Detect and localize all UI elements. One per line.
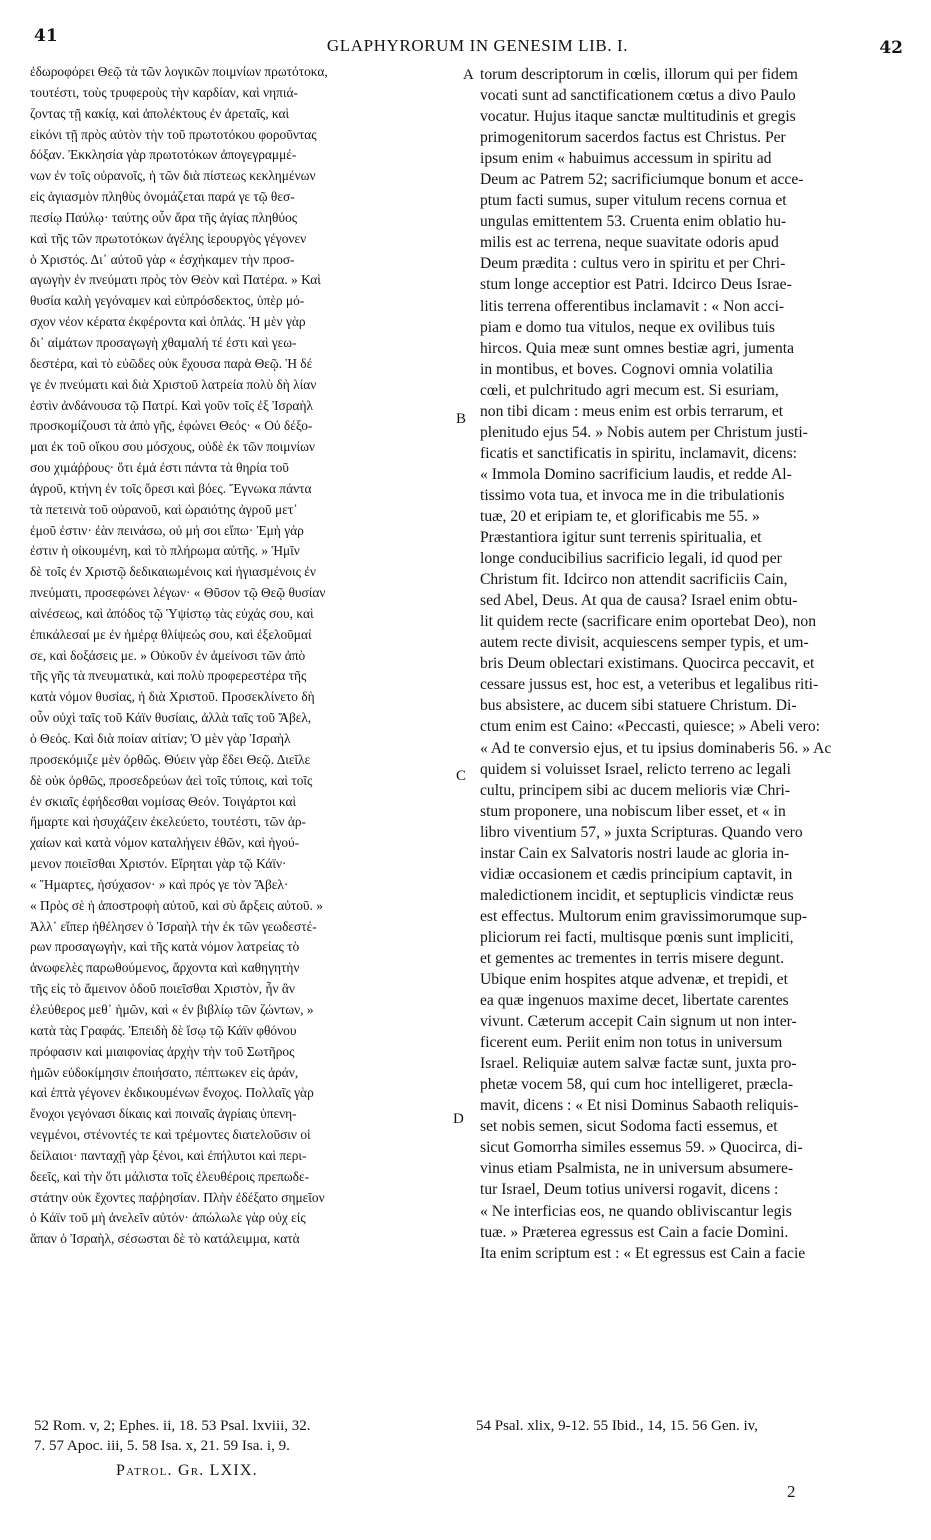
greek-text-line: ὁ Χριστός. Δι᾽ αὐτοῦ γὰρ « ἐσχήκαμεν τὴν προσ-	[30, 251, 295, 267]
latin-text-line: et gementes ac trementes in terris misere degunt.	[480, 949, 784, 967]
greek-text-line: αἰνέσεως, καὶ ἀπόδος τῷ Ὑψίστῳ τὰς εὐχάς σου, καὶ	[30, 605, 314, 621]
greek-text-line: ἡμῶν εὐδοκίμησιν ἐποιήσατο, πέπτωκεν εἰς ἀράν,	[30, 1064, 299, 1080]
latin-text-line: Præstantiora igitur sunt terrenis spiritualia, et	[480, 529, 762, 547]
latin-text-column	[480, 64, 898, 1264]
latin-text-line: pliciorum rei facti, multisque pœnis sunt impliciti,	[480, 928, 794, 946]
greek-text-line: οὖν οὐχὶ ταῖς τοῦ Κάϊν θυσίαις, ἀλλὰ ταῖς τοῦ Ἄβελ,	[30, 710, 312, 726]
greek-text-line: ἥμαρτε καὶ ἡσυχάζειν ἐκελεύετο, τουτέστι, τῶν ἀρ-	[30, 814, 307, 830]
greek-text-line: ἐπικάλεσαί με ἐν ἡμέρᾳ θλίψεώς σου, καὶ ἐξελοῦμαί	[30, 626, 312, 642]
greek-text-line: ἀνωφελὲς παρωθούμενος, ἄρχοντα καὶ καθηγητὴν	[30, 960, 300, 976]
latin-text-line: ficatis et sanctificatis in spiritu, inclamavit, dicens:	[480, 444, 797, 462]
latin-text-line: Ita enim scriptum est : « Et egressus est Cain a facie	[480, 1244, 806, 1262]
greek-text-line: « Ἥμαρτες, ἡσύχασον· » καὶ πρός γε τὸν Ἄβελ·	[30, 876, 289, 892]
latin-text-line: cœli, et pulchritudo agri mecum est. Si esuriam,	[480, 381, 779, 399]
latin-text-line: instar Cain ex Salvatoris nostri laude ac gloria in-	[480, 844, 790, 862]
latin-text-line: ctum enim est Caino: «Peccasti, quiesce; » Abeli vero:	[480, 718, 820, 736]
greek-text-line: τῆς εἰς τὸ ἄμεινον ὁδοῦ ποιεῖσθαι Χριστὸν, ἦν ἂν	[30, 981, 295, 997]
latin-text-line: set nobis semen, sicut Sodoma facti essemus, et	[480, 1118, 778, 1136]
greek-text-line: ἐστὶν ἀνδάνουσα τῷ Πατρί. Καὶ γοῦν τοῖς ἐξ Ἰσραὴλ	[30, 397, 313, 413]
greek-text-line: καὶ ἑπτὰ γέγονεν ἐκδικουμένων ἔνοχος. Πολλαῖς γὰρ	[30, 1085, 314, 1101]
greek-text-line: μενον ποιεῖσθαι Χριστόν. Εἴρηται γὰρ τῷ Κάϊν·	[30, 856, 287, 872]
greek-text-line: εἰς ἁγιασμὸν πληθὺς ὀνομάζεται παρά γε τῷ θεσ-	[30, 189, 295, 205]
latin-text-line: in montibus, et boves. Cognovi omnia volatilia	[480, 360, 773, 378]
latin-text-line: milis est ac terrena, neque suavitate odoris apud	[480, 234, 779, 252]
latin-text-line: plenitudo ejus 54. » Nobis autem per Christum justi-	[480, 423, 808, 441]
margin-letter: C	[456, 768, 467, 784]
latin-text-line: litis terrena offerentibus inclamavit : « Non acci-	[480, 297, 785, 315]
greek-text-line: ἀγροῦ, κτήνη ἐν τοῖς ὄρεσι καὶ βόες. Ἔγνωκα πάντα	[30, 480, 312, 496]
greek-text-line: προσεκόμιζε μὲν ὀρθῶς. Θύειν γὰρ ἔδει Θεῷ. Διεῖλε	[30, 751, 311, 767]
latin-text-line: vocatur. Hujus itaque sanctæ multitudinis et gregis	[480, 108, 796, 126]
greek-text-line: σχον νέον κέρατα ἐκφέροντα καὶ ὁπλάς. Ἡ μὲν γὰρ	[30, 314, 306, 330]
latin-text-line: Christum fit. Idcirco non attendit sacrificiis Cain,	[480, 571, 788, 589]
greek-text-line: ἔνοχοι γεγόνασι δίκαις καὶ ποιναῖς ἀγρίαις ὑπενη-	[30, 1106, 297, 1122]
page-number-right: 42	[879, 38, 903, 58]
greek-text-line: πνεύματι, προσεφώνει λέγων· « Θῦσον τῷ Θεῷ θυσίαν	[30, 585, 326, 601]
volume-signature: Patrol. Gr. LXIX.	[116, 1462, 258, 1479]
footnote-line: 54 Psal. xlix, 9-12. 55 Ibid., 14, 15. 56 Gen. iv,	[476, 1418, 758, 1434]
latin-text-line: bus absistere, ac ducem sibi statuere Christum. Di-	[480, 697, 797, 715]
latin-text-line: ungulas emittentem 53. Cruenta enim oblatio hu-	[480, 213, 787, 231]
latin-text-line: cessare jussus est, hoc est, a veteribus et legalibus riti-	[480, 676, 819, 694]
footnote-line: 7. 57 Apoc. iii, 5. 58 Isa. x, 21. 59 Isa. i, 9.	[34, 1438, 290, 1454]
latin-text-line: « Immola Domino sacrificium laudis, et redde Al-	[480, 465, 792, 483]
latin-text-line: tuæ, 20 et eripiam te, et glorificabis me 55. »	[480, 507, 760, 525]
greek-text-line: δεστέρα, καὶ τὸ εὐῶδες οὐκ ἔχουσα παρὰ Θεῷ. Ἡ δέ	[30, 355, 313, 371]
latin-text-line: mavit, dicens : « Et nisi Dominus Sabaoth reliquis-	[480, 1097, 799, 1115]
latin-text-line: sed Abel, Deus. At qua de causa? Israel enim obtu-	[480, 592, 798, 610]
greek-text-line: τῆς γῆς τὰ πνευματικὰ, καὶ πολὺ προφερεστέρα τῆς	[30, 668, 307, 684]
latin-text-line: vocati sunt ad sanctificationem cœtus a divo Paulo	[480, 87, 796, 105]
greek-text-line: ὁ Θεός. Καὶ διὰ ποίαν αἰτίαν; Ὁ μὲν γὰρ Ἰσραὴλ	[30, 731, 291, 746]
latin-text-line: vidiæ occasionem et cædis principium captavit, in	[480, 865, 793, 883]
latin-text-line: non tibi dicam : meus enim est orbis terrarum, et	[480, 402, 784, 420]
latin-text-line: « Ne interficias eos, ne quando obliviscantur legis	[480, 1202, 792, 1220]
latin-text-line: autem recte divisit, acquiescens semper typis, et um-	[480, 634, 809, 652]
margin-letter: B	[456, 411, 467, 427]
greek-text-line: ὁ Κάϊν τοῦ μὴ ἀνελεῖν αὐτόν· ἀπώλωλε γὰρ οὐχ εἰς	[30, 1210, 306, 1226]
latin-text-line: bris Deum oblectari existimans. Quocirca peccavit, et	[480, 655, 815, 673]
latin-text-line: sicut Gomorrha similes essemus 59. » Quocirca, di-	[480, 1139, 803, 1157]
greek-text-line: θυσία καλὴ γεγόναμεν καὶ εὐπρόσδεκτος, ὑπὲρ μό-	[30, 293, 305, 309]
latin-text-line: stum proponere, una nobiscum liber esset, et « in	[480, 802, 786, 820]
greek-text-line: τουτέστι, τοὺς τρυφεροὺς τὴν καρδίαν, καὶ νηπιά-	[30, 84, 298, 100]
greek-text-line: ἐλεύθερος μεθ᾽ ἡμῶν, καὶ « ἐν βιβλίῳ τῶν ζώντων, »	[30, 1001, 314, 1017]
greek-text-line: προσκομίζουσι τὰ ἀπὸ γῆς, ἐφώνει Θεός· « Οὐ δέξο-	[30, 418, 313, 434]
footnotes-left	[34, 1416, 464, 1456]
latin-text-line: primogenitorum sacerdos factus est Christus. Per	[480, 129, 786, 147]
greek-text-line: ἐν σκιαῖς ἐφήδεσθαι νομίσας Θεόν. Τοιγάρτοι καὶ	[30, 793, 297, 809]
latin-text-line: tuæ. » Præterea egressus est Cain a facie Domini.	[480, 1223, 789, 1241]
running-head-title: GLAPHYRORUM IN GENESIM LIB. I.	[326, 36, 629, 55]
footnote-line: 52 Rom. v, 2; Ephes. ii, 18. 53 Psal. lxviii, 32.	[34, 1418, 311, 1434]
greek-text-line: χαίων καὶ κατὰ νόμον καταλήγειν ἐθῶν, καὶ ἡγού-	[30, 835, 300, 851]
latin-text-line: ficerent eum. Periit enim non totus in universum	[480, 1034, 783, 1052]
greek-text-line: « Πρὸς σὲ ἡ ἀποστροφὴ αὐτοῦ, καὶ σὺ ἄρξεις αὐτοῦ. »	[30, 897, 323, 913]
greek-text-line: στάτην οὐκ ἔχοντες παῤῥησίαν. Πλὴν ἐδέξατο σημεῖον	[30, 1189, 325, 1205]
greek-text-line: αγωγὴν ἐν πνεύματι πρὸς τὸν Θεὸν καὶ Πατέρα. » Καὶ	[30, 272, 321, 288]
greek-text-line: γε ἐν πνεύματι καὶ διὰ Χριστοῦ λατρεία πολὺ δὴ λίαν	[30, 376, 317, 392]
greek-text-line: ζοντας τῇ κακίᾳ, καὶ ἀπολέκτους ἐν ἀρεταῖς, καὶ	[30, 105, 290, 121]
latin-text-line: Israel. Reliquiæ autem salvæ factæ sunt, juxta pro-	[480, 1055, 797, 1073]
margin-letter: D	[453, 1111, 464, 1127]
greek-text-line: Ἀλλ᾽ εἴπερ ἠθέλησεν ὁ Ἰσραὴλ τὴν ἐκ τῶν γεωδεστέ-	[30, 918, 317, 934]
latin-text-line: vivunt. Cæterum accepit Cain signum ut non inter-	[480, 1013, 797, 1031]
latin-text-line: ea quæ ingenuos maxime decet, libertate carentes	[480, 992, 789, 1010]
latin-text-line: tur Israel, Deum totius universi rogavit, dicens :	[480, 1181, 779, 1199]
greek-text-line: σε, καὶ δοξάσεις με. » Οὐκοῦν ἐν ἀμείνοσι τῶν ἀπὸ	[30, 647, 306, 663]
greek-text-line: δι᾽ αἱμάτων προσαγωγὴ χθαμαλή τέ ἐστι καὶ γεω-	[30, 334, 297, 350]
greek-text-line: πεσίῳ Παύλῳ· ταύτης οὖν ἄρα τῆς ἁγίας πληθύος	[30, 209, 298, 225]
greek-text-line: δεεῖς, καὶ τὴν ὅτι μάλιστα τοῖς ἐλευθέροις πρεπωδε-	[30, 1168, 310, 1184]
margin-letter: A	[463, 67, 474, 83]
greek-text-line: δὲ τοῖς ἐν Χριστῷ δεδικαιωμένοις καὶ ἡγιασμένοις ἐν	[30, 564, 316, 580]
greek-text-line: ἐμοῦ ἐστιν· ἐὰν πεινάσω, οὐ μή σοι εἴπω· Ἐμὴ γάρ	[30, 522, 304, 538]
footnotes-right	[476, 1416, 896, 1436]
latin-text-line: lit quidem recte (sacrificare enim oportebat Deo), non	[480, 613, 816, 631]
latin-text-line: ptum facti sumus, super vitulum recens cornua et	[480, 192, 787, 210]
greek-text-line: τὰ πετεινὰ τοῦ οὐρανοῦ, καὶ ὡραιότης ἀγροῦ μετ᾽	[30, 501, 298, 517]
greek-text-line: καὶ τῆς τῶν πρωτοτόκων ἀγέλης ἱερουργὸς γέγονεν	[30, 230, 307, 246]
greek-text-line: ἅπαν ὁ Ἰσραὴλ, σέσωσται δὲ τὸ κατάλειμμα, κατὰ	[30, 1231, 300, 1247]
greek-text-line: δόξαν. Ἐκκλησία γὰρ πρωτοτόκων ἀπογεγραμμέ-	[30, 147, 297, 163]
greek-text-line: πρόφασιν καὶ μιαιφονίας ἀρχὴν τὴν τοῦ Σωτῆρος	[30, 1043, 295, 1059]
latin-text-line: libro viventium 57, » juxta Scripturas. Quando vero	[480, 823, 803, 841]
latin-text-line: piam e domo tua vitulos, neque ex ovilibus tuis	[480, 318, 775, 336]
latin-text-line: Deum ac Patrem 52; sacrificiumque bonum et acce-	[480, 171, 804, 189]
greek-text-line: εἰκόνι τῇ πρὸς αὐτὸν τὴν τοῦ πρωτοτόκου φοροῦντας	[30, 126, 317, 142]
latin-text-line: torum descriptorum in cœlis, illorum qui per fidem	[480, 66, 798, 83]
latin-text-line: hircos. Quia meæ sunt omnes bestiæ agri, jumenta	[480, 339, 794, 357]
latin-text-line: vinus etiam Psalmista, ne in universum absumere-	[480, 1160, 794, 1178]
greek-text-column	[30, 62, 458, 1250]
latin-text-line: phetæ vocem 58, qui cum hoc intelligeret, præcla-	[480, 1076, 794, 1094]
greek-text-line: δὲ οὐκ ὀρθῶς, προσεδρεύων ἀεὶ τοῖς τύποις, καὶ τοῖς	[30, 772, 313, 788]
latin-text-line: stum longe acceptior est Patri. Idcirco Deus Israe-	[480, 276, 792, 294]
greek-text-line: νων ἐν τοῖς οὐρανοῖς, ἡ τῶν διὰ πίστεως κεκλημένων	[30, 168, 316, 184]
latin-text-line: Deum prædita : cultus vero in spiritu et per Chri-	[480, 255, 786, 273]
latin-text-line: tissimo vota tua, et invoca me in die tribulationis	[480, 486, 785, 504]
latin-text-line: cultu, principem sibi ac ducem melioris viæ Chri-	[480, 781, 791, 799]
greek-text-line: μαι ἐκ τοῦ οἴκου σου μόσχους, οὐδὲ ἐκ τῶν ποιμνίων	[30, 439, 315, 455]
latin-text-line: Ubique enim hospites atque advenæ, et trepidi, et	[480, 971, 788, 989]
latin-text-line: est effectus. Multorum enim gravissimorumque sup-	[480, 907, 808, 925]
greek-text-line: ἐδωροφόρει Θεῷ τὰ τῶν λογικῶν ποιμνίων πρωτότοκα,	[30, 64, 328, 79]
latin-text-line: ipsum enim « habuimus accessum in spiritu ad	[480, 150, 772, 168]
greek-text-line: κατὰ νόμον θυσίας, ἡ διὰ Χριστοῦ. Προσεκλίνετο δὴ	[30, 689, 315, 705]
sheet-number: 2	[787, 1482, 796, 1501]
greek-text-line: νεγμένοι, στένοντές τε καὶ τρέμοντες διατελοῦσιν οἱ	[30, 1127, 311, 1143]
latin-text-line: « Ad te conversio ejus, et tu ipsius dominaberis 56. » Ac	[480, 739, 832, 757]
greek-text-line: κατὰ τὰς Γραφάς. Ἐπειδὴ δὲ ἴσῳ τῷ Κάϊν φθόνου	[30, 1022, 297, 1038]
greek-text-line: δείλαιοι· πανταχῇ γὰρ ξένοι, καὶ ἐπήλυτοι καὶ περι-	[30, 1147, 307, 1163]
page-number-left: 41	[34, 26, 58, 46]
latin-text-line: maledictionem incidit, et septuplicis vindictæ reus	[480, 886, 794, 904]
greek-text-line: ρων προσαγωγὴν, καὶ τῆς κατὰ νόμον λατρείας τὸ	[30, 939, 300, 955]
greek-text-line: ἐστιν ἡ οἰκουμένη, καὶ τὸ πλήρωμα αὐτῆς. » Ἡμῖν	[30, 543, 300, 559]
latin-text-line: longe conducibilius sacrificio legali, id quod per	[480, 550, 782, 568]
latin-text-line: quidem si voluisset Israel, relicto terreno ac legali	[480, 760, 791, 778]
greek-text-line: σου χιμάῤῥους· ὅτι ἐμά ἐστι πάντα τὰ θηρία τοῦ	[30, 460, 289, 476]
